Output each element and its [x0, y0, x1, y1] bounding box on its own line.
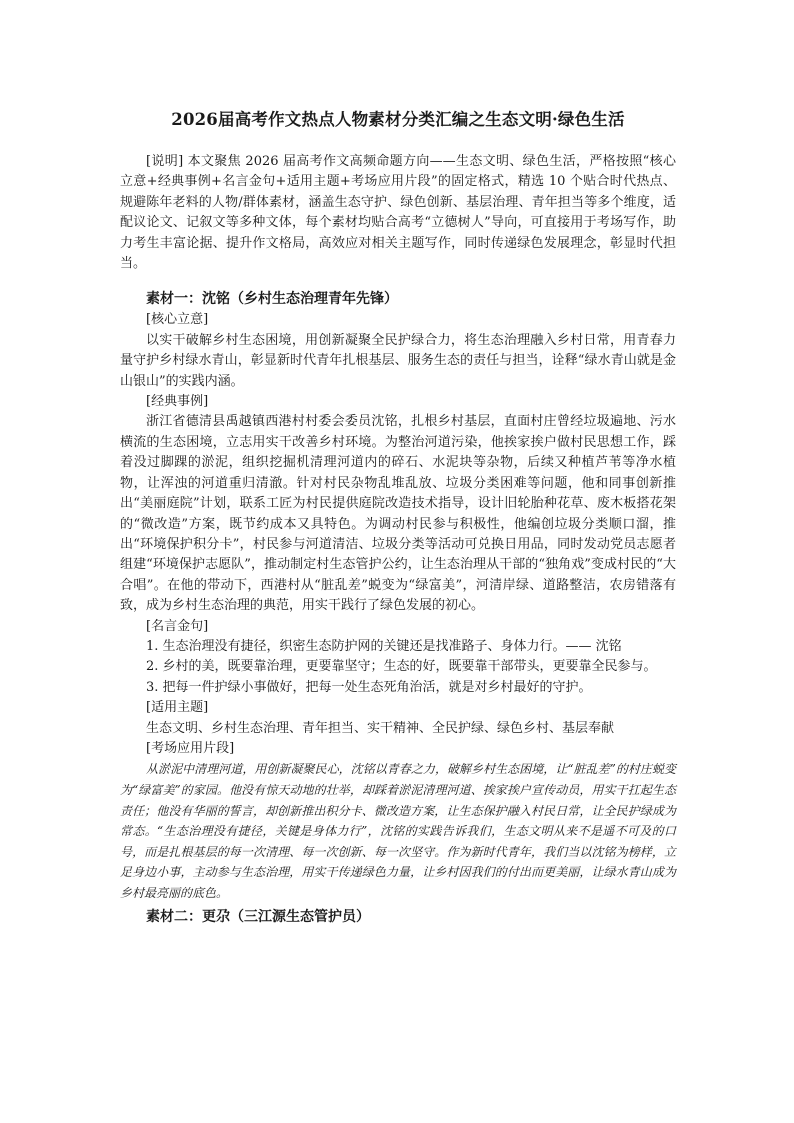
document-title: 2026届高考作文热点人物素材分类汇编之生态文明·绿色生活 — [171, 110, 625, 129]
document-page — [120, 100, 676, 928]
themes-text: 生态文明、乡村生态治理、青年担当、实干精神、全民护绿、绿色乡村、基层奉献 — [146, 720, 615, 736]
material-2-heading: 素材二：更尕（三江源生态管护员） — [146, 908, 370, 925]
intro-paragraph: [说明] 本文聚焦 2026 届高考作文高频命题方向——生态文明、绿色生活，严格按照“核心立意+经典事例+名言金句+适用主题+考场应用片段”的固定格式，精选 10 个贴合时代热点、规避陈年老料的人物/群体素材，涵盖生态守护、绿色创新、基层治理、青年担当等多个维度，适配议论文、记叙文等多种文体，每个素材均贴合高考“立德树人”导向，可直接用于考场写作，助力考生丰富论据、提升作文格局，高效应对相关主题写作，同时传递绿色发展理念，彰显时代担当。 — [120, 154, 676, 272]
quote-item: 3. 把每一件护绿小事做好，把每一处生态死角治活，就是对乡村最好的守护。 — [146, 679, 592, 695]
application-text: 从淤泥中清理河道，用创新凝聚民心，沈铭以青春之力，破解乡村生态困境，让“脏乱差”的村庄蜕变为“绿富美”的家园。他没有惊天动地的壮举，却踩着淤泥清理河道、挨家挨户宣传动员，用实干扛起生态责任；他没有华丽的誓言，却创新推出积分卡、微改造方案，让生态保护融入村民日常，让全民护绿成为常态。“生态治理没有捷径，关键是身体力行”，沈铭的实践告诉我们，生态文明从来不是遥不可及的口号，而是扎根基层的每一次清理、每一次创新、每一次坚守。作为新时代青年，我们当以沈铭为榜样，立足身边小事，主动参与生态治理，用实干传递绿色力量，让乡村因我们的付出而更美丽，让绿水青山成为乡村最亮丽的底色。 — [120, 762, 676, 900]
themes-label: [适用主题] — [146, 700, 209, 716]
core-idea-text: 以实干破解乡村生态困境，用创新凝聚全民护绿合力，将生态治理融入乡村日常，用青春力量守护乡村绿水青山，彰显新时代青年扎根基层、服务生态的责任与担当，诠释“绿水青山就是金山银山”的实践内涵。 — [120, 332, 676, 389]
material-1-heading: 素材一：沈铭（乡村生态治理青年先锋） — [146, 291, 398, 308]
quote-item: 1. 生态治理没有捷径，织密生态防护网的关键还是找准路子、身体力行。—— 沈铭 — [146, 638, 622, 654]
application-label: [考场应用片段] — [146, 740, 235, 756]
classic-case-text: 浙江省德清县禹越镇西港村村委会委员沈铭，扎根乡村基层，直面村庄曾经垃圾遍地、污水横流的生态困境，立志用实干改善乡村环境。为整治河道污染，他挨家挨户做村民思想工作，踩着没过脚踝的淤泥，组织挖掘机清理河道内的碎石、水泥块等杂物，后续又种植芦苇等净水植物，让浑浊的河道重归清澈。针对村民杂物乱堆乱放、垃圾分类困难等问题，他和同事创新推出“美丽庭院”计划，联系工匠为村民提供庭院改造技术指导，设计旧轮胎种花草、废木板搭花架的“微改造”方案，既节约成本又具特色。为调动村民参与积极性，他编创垃圾分类顺口溜，推出“环境保护积分卡”，村民参与河道清洁、垃圾分类等活动可兑换日用品，同时发动党员志愿者组建“环境保护志愿队”，推动制定村生态管护公约，让生态治理从干部的“独角戏”变成村民的“大合唱”。在他的带动下，西港村从“脏乱差”蜕变为“绿富美”，河清岸绿、道路整洁，农房错落有致，成为乡村生态治理的典范，用实干践行了绿色发展的初心。 — [120, 414, 676, 614]
classic-case-label: [经典事例] — [146, 394, 209, 410]
core-idea-label: [核心立意] — [146, 312, 209, 328]
quotes-label: [名言金句] — [146, 618, 209, 634]
quote-item: 2. 乡村的美，既要靠治理，更要靠坚守；生态的好，既要靠干部带头，更要靠全民参与。 — [146, 659, 657, 675]
